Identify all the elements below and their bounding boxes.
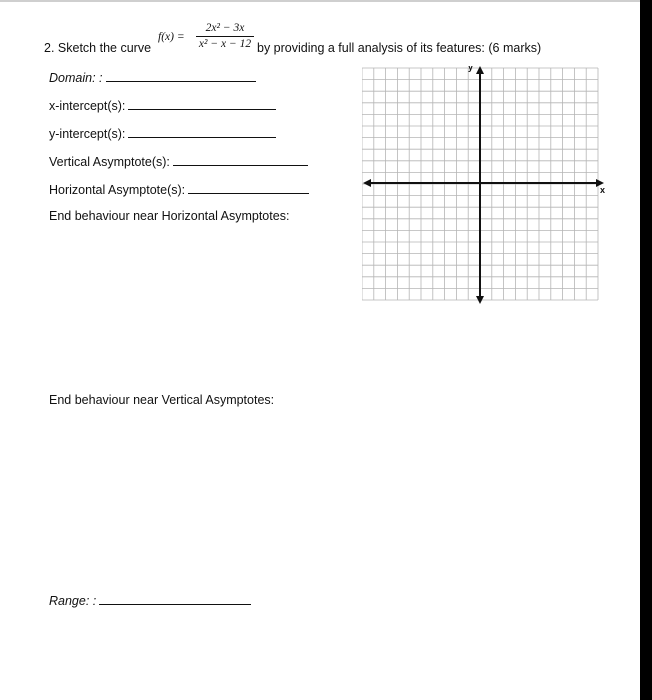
end-behaviour-vertical-label: End behaviour near Vertical Asymptotes: [49, 393, 275, 407]
domain-label: Domain: : [49, 71, 103, 85]
range-field [49, 592, 251, 608]
vertical-asymptotes-field [49, 153, 308, 169]
function-numerator: 2x² − 3x [205, 22, 245, 34]
y-intercepts-field [49, 125, 276, 141]
y-axis-label: y [468, 66, 474, 72]
x-intercepts-label: x-intercept(s): [49, 99, 126, 113]
domain-field [49, 69, 256, 85]
vertical-asymptotes-label: Vertical Asymptote(s): [49, 155, 170, 169]
range-answer-line[interactable] [99, 592, 251, 605]
coordinate-grid[interactable] [362, 66, 612, 306]
top-divider [0, 0, 640, 2]
question-text: Sketch the curve [57, 41, 152, 55]
question-prompt [44, 41, 151, 55]
x-axis-left-arrow-icon [363, 179, 371, 187]
x-intercepts-field [49, 97, 276, 113]
function-lhs: f(x) = [158, 31, 185, 43]
horizontal-asymptotes-field [49, 181, 309, 197]
end-behaviour-horizontal-label: End behaviour near Horizontal Asymptotes: [49, 209, 290, 223]
question-number: 2. [44, 41, 55, 55]
page-edge-bar [640, 0, 652, 700]
function-denominator: x² − x − 12 [198, 38, 252, 50]
range-label: Range: : [49, 594, 97, 608]
y-axis-top-arrow-icon [476, 66, 484, 74]
function-fraction [196, 22, 254, 51]
question-tail: by providing a full analysis of its features: (6 marks) [257, 41, 542, 55]
horizontal-asymptotes-label: Horizontal Asymptote(s): [49, 183, 186, 197]
vertical-asymptotes-answer-line[interactable] [173, 153, 308, 166]
axes [363, 66, 604, 304]
end-behaviour-horizontal-field [49, 209, 289, 223]
x-intercepts-answer-line[interactable] [128, 97, 276, 110]
y-intercepts-label: y-intercept(s): [49, 127, 126, 141]
domain-answer-line[interactable] [106, 69, 256, 82]
y-intercepts-answer-line[interactable] [128, 125, 276, 138]
horizontal-asymptotes-answer-line[interactable] [188, 181, 309, 194]
fraction-bar [196, 36, 254, 37]
end-behaviour-vertical-field [49, 393, 274, 407]
x-axis-label: x [600, 185, 606, 195]
